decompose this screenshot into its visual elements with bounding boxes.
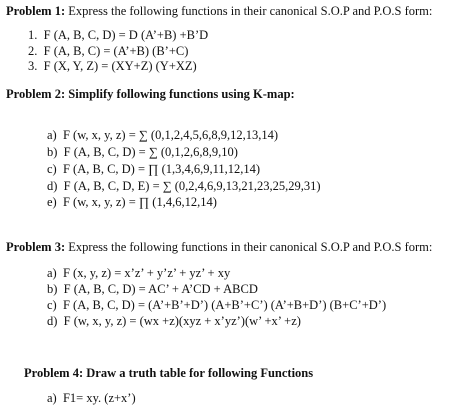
problem-2-text: Simplify following functions using K-map:	[65, 87, 295, 101]
problem-3-item-b: b) F (A, B, C, D) = AC’ + A’CD + ABCD	[47, 282, 258, 296]
problem-2-item-e: e) F (w, x, y, z) = ∏ (1,4,6,12,14)	[47, 195, 217, 209]
problem-2-item-c: c) F (A, B, C, D) = ∏ (1,3,4,6,9,11,12,14)	[47, 162, 261, 176]
problem-3-item-c: c) F (A, B, C, D) = (A’+B’+D’) (A+B’+C’) (A’+B+D’) (B+C’+D’)	[47, 298, 387, 312]
problem-2-item-b: b) F (A, B, C, D) = ∑ (0,1,2,6,8,9,10)	[47, 145, 238, 159]
problem-3-heading	[6, 240, 432, 255]
problem-3-text: Express the following functions in their canonical S.O.P and P.O.S form:	[65, 240, 433, 254]
problem-2-item-d: d) F (A, B, C, D, E) = ∑ (0,2,4,6,9,13,21,23,25,29,31)	[47, 179, 321, 193]
problem-1-text: Express the following functions in their canonical S.O.P and P.O.S form:	[65, 4, 433, 18]
problem-2-heading	[6, 87, 295, 102]
problem-3-label: Problem 3:	[6, 240, 66, 254]
problem-4-heading: Problem 4: Draw a truth table for following Functions	[24, 366, 314, 380]
problem-3-item-a: a) F (x, y, z) = x’z’ + y’z’ + yz’ + xy	[47, 266, 231, 280]
problem-1-heading	[6, 4, 432, 19]
problem-1-item-1: 1. F (A, B, C, D) = D (A’+B) +B’D	[28, 28, 209, 42]
problem-1-item-2: 2. F (A, B, C) = (A’+B) (B’+C)	[28, 44, 189, 58]
problem-4-item-a: a) F1= xy. (z+x’)	[47, 391, 136, 405]
problem-1-label: Problem 1:	[6, 4, 66, 18]
problem-2-label: Problem 2:	[6, 87, 66, 101]
problem-3-item-d: d) F (w, x, y, z) = (wx +z)(xyz + x’yz’)(w’ +x’ +z)	[47, 314, 301, 328]
problem-2-item-a: a) F (w, x, y, z) = ∑ (0,1,2,4,5,6,8,9,12,13,14)	[47, 128, 278, 142]
problem-1-item-3: 3. F (X, Y, Z) = (XY+Z) (Y+XZ)	[28, 59, 197, 73]
